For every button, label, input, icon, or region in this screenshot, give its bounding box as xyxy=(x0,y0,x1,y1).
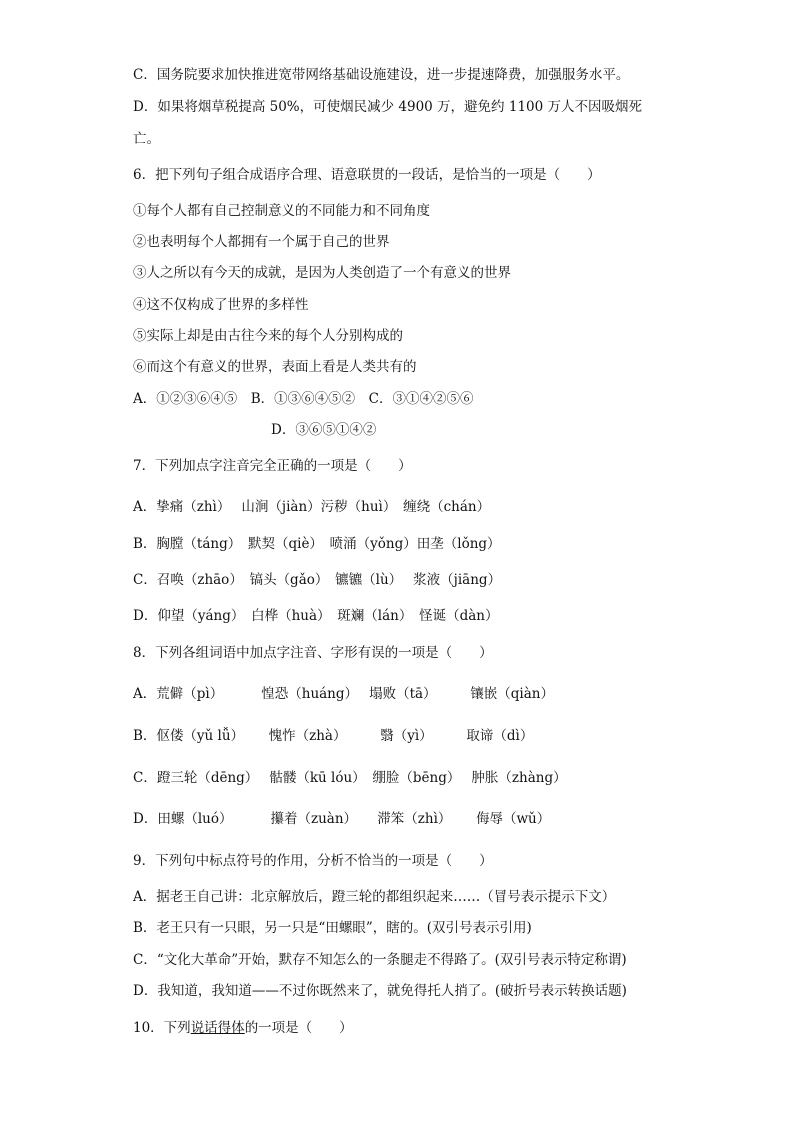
q6-sentence-1: ①每个人都有自己控制意义的不同能力和不同角度 xyxy=(133,203,430,219)
q6-sentence-5: ⑤实际上却是由古往今来的每个人分别构成的 xyxy=(133,328,403,344)
q8-option-c: C．蹬三轮（dēng） 骷髅（kū lóu） 绷脸（bēng） 肿胀（zhàng） xyxy=(133,770,567,786)
q7-stem: 7．下列加点字注音完全正确的一项是（ ） xyxy=(133,458,412,474)
q8-option-b: B．伛偻（yǔ lǚ） 愧怍（zhà） 翳（yì） 取谛（dì） xyxy=(133,728,534,744)
q6-sentence-3: ③人之所以有今天的成就，是因为人类创造了一个有意义的世界 xyxy=(133,265,511,281)
q7-option-c: C．召唤（zhāo） 镐头（gǎo） 镳镳（lù） 浆液（jiāng） xyxy=(133,572,502,588)
q9-option-a: A．据老王自己讲：北京解放后，蹬三轮的都组织起来……（冒号表示提示下文） xyxy=(133,889,616,905)
q9-option-d: D．我知道，我知道——不过你既然来了，就免得托人捎了。(破折号表示转换话题) xyxy=(133,983,627,999)
q7-option-b: B．胸膛（táng） 默契（qiè） 喷涌（yǒng）田垄（lǒng） xyxy=(133,536,501,552)
q6-sentence-6: ⑥而这个有意义的世界，表面上看是人类共有的 xyxy=(133,359,417,375)
q9-option-b: B．老王只有一只眼，另一只是“田螺眼”，瞎的。(双引号表示引用) xyxy=(133,920,532,936)
q10-suffix: 的一项是（ ） xyxy=(244,1020,353,1036)
q6-sentence-2: ②也表明每个人都拥有一个属于自己的世界 xyxy=(133,234,390,250)
q7-option-d: D．仰望（yáng） 白桦（huà） 斑斓（lán） 怪诞（dàn） xyxy=(133,608,499,624)
q10-prefix: 10．下列 xyxy=(133,1020,191,1036)
q5-option-c: C．国务院要求加快推进宽带网络基础设施建设，进一步提速降费，加强服务水平。 xyxy=(133,67,630,83)
q9-option-c: C．“文化大革命”开始，默存不知怎么的一条腿走不得路了。(双引号表示特定称谓) xyxy=(133,952,627,968)
q5-option-d-cont: 亡。 xyxy=(133,131,160,147)
q8-stem: 8．下列各组词语中加点字注音、字形有误的一项是（ ） xyxy=(133,645,493,661)
q8-option-d: D．田螺（luó） 攥着（zuàn） 滞笨（zhì） 侮辱（wǔ） xyxy=(133,811,551,827)
q6-stem: 6．把下列句子组合成语序合理、语意联贯的一段话，是恰当的一项是（ ） xyxy=(133,167,601,183)
q10-stem xyxy=(133,1018,353,1038)
q6-options-abc: A．①②③⑥④⑤ B．①③⑥④⑤② C．③①④②⑤⑥ xyxy=(133,391,474,407)
q6-sentence-4: ④这不仅构成了世界的多样性 xyxy=(133,297,309,313)
q6-option-d: D．③⑥⑤①④② xyxy=(271,422,377,438)
q9-stem: 9．下列句中标点符号的作用，分析不恰当的一项是（ ） xyxy=(133,853,493,869)
q5-option-d: D．如果将烟草税提高 50%，可使烟民减少 4900 万，避免约 1100 万人不因吸烟死 xyxy=(133,99,642,115)
q10-underlined: 说话得体 xyxy=(190,1020,245,1036)
q8-option-a: A．荒僻（pì） 惶恐（huáng） 塌败（tā） 镶嵌（qiàn） xyxy=(133,686,554,702)
q7-option-a: A．挚痛（zhì） 山涧（jiàn）污秽（huì） 缠绕（chán） xyxy=(133,499,491,515)
